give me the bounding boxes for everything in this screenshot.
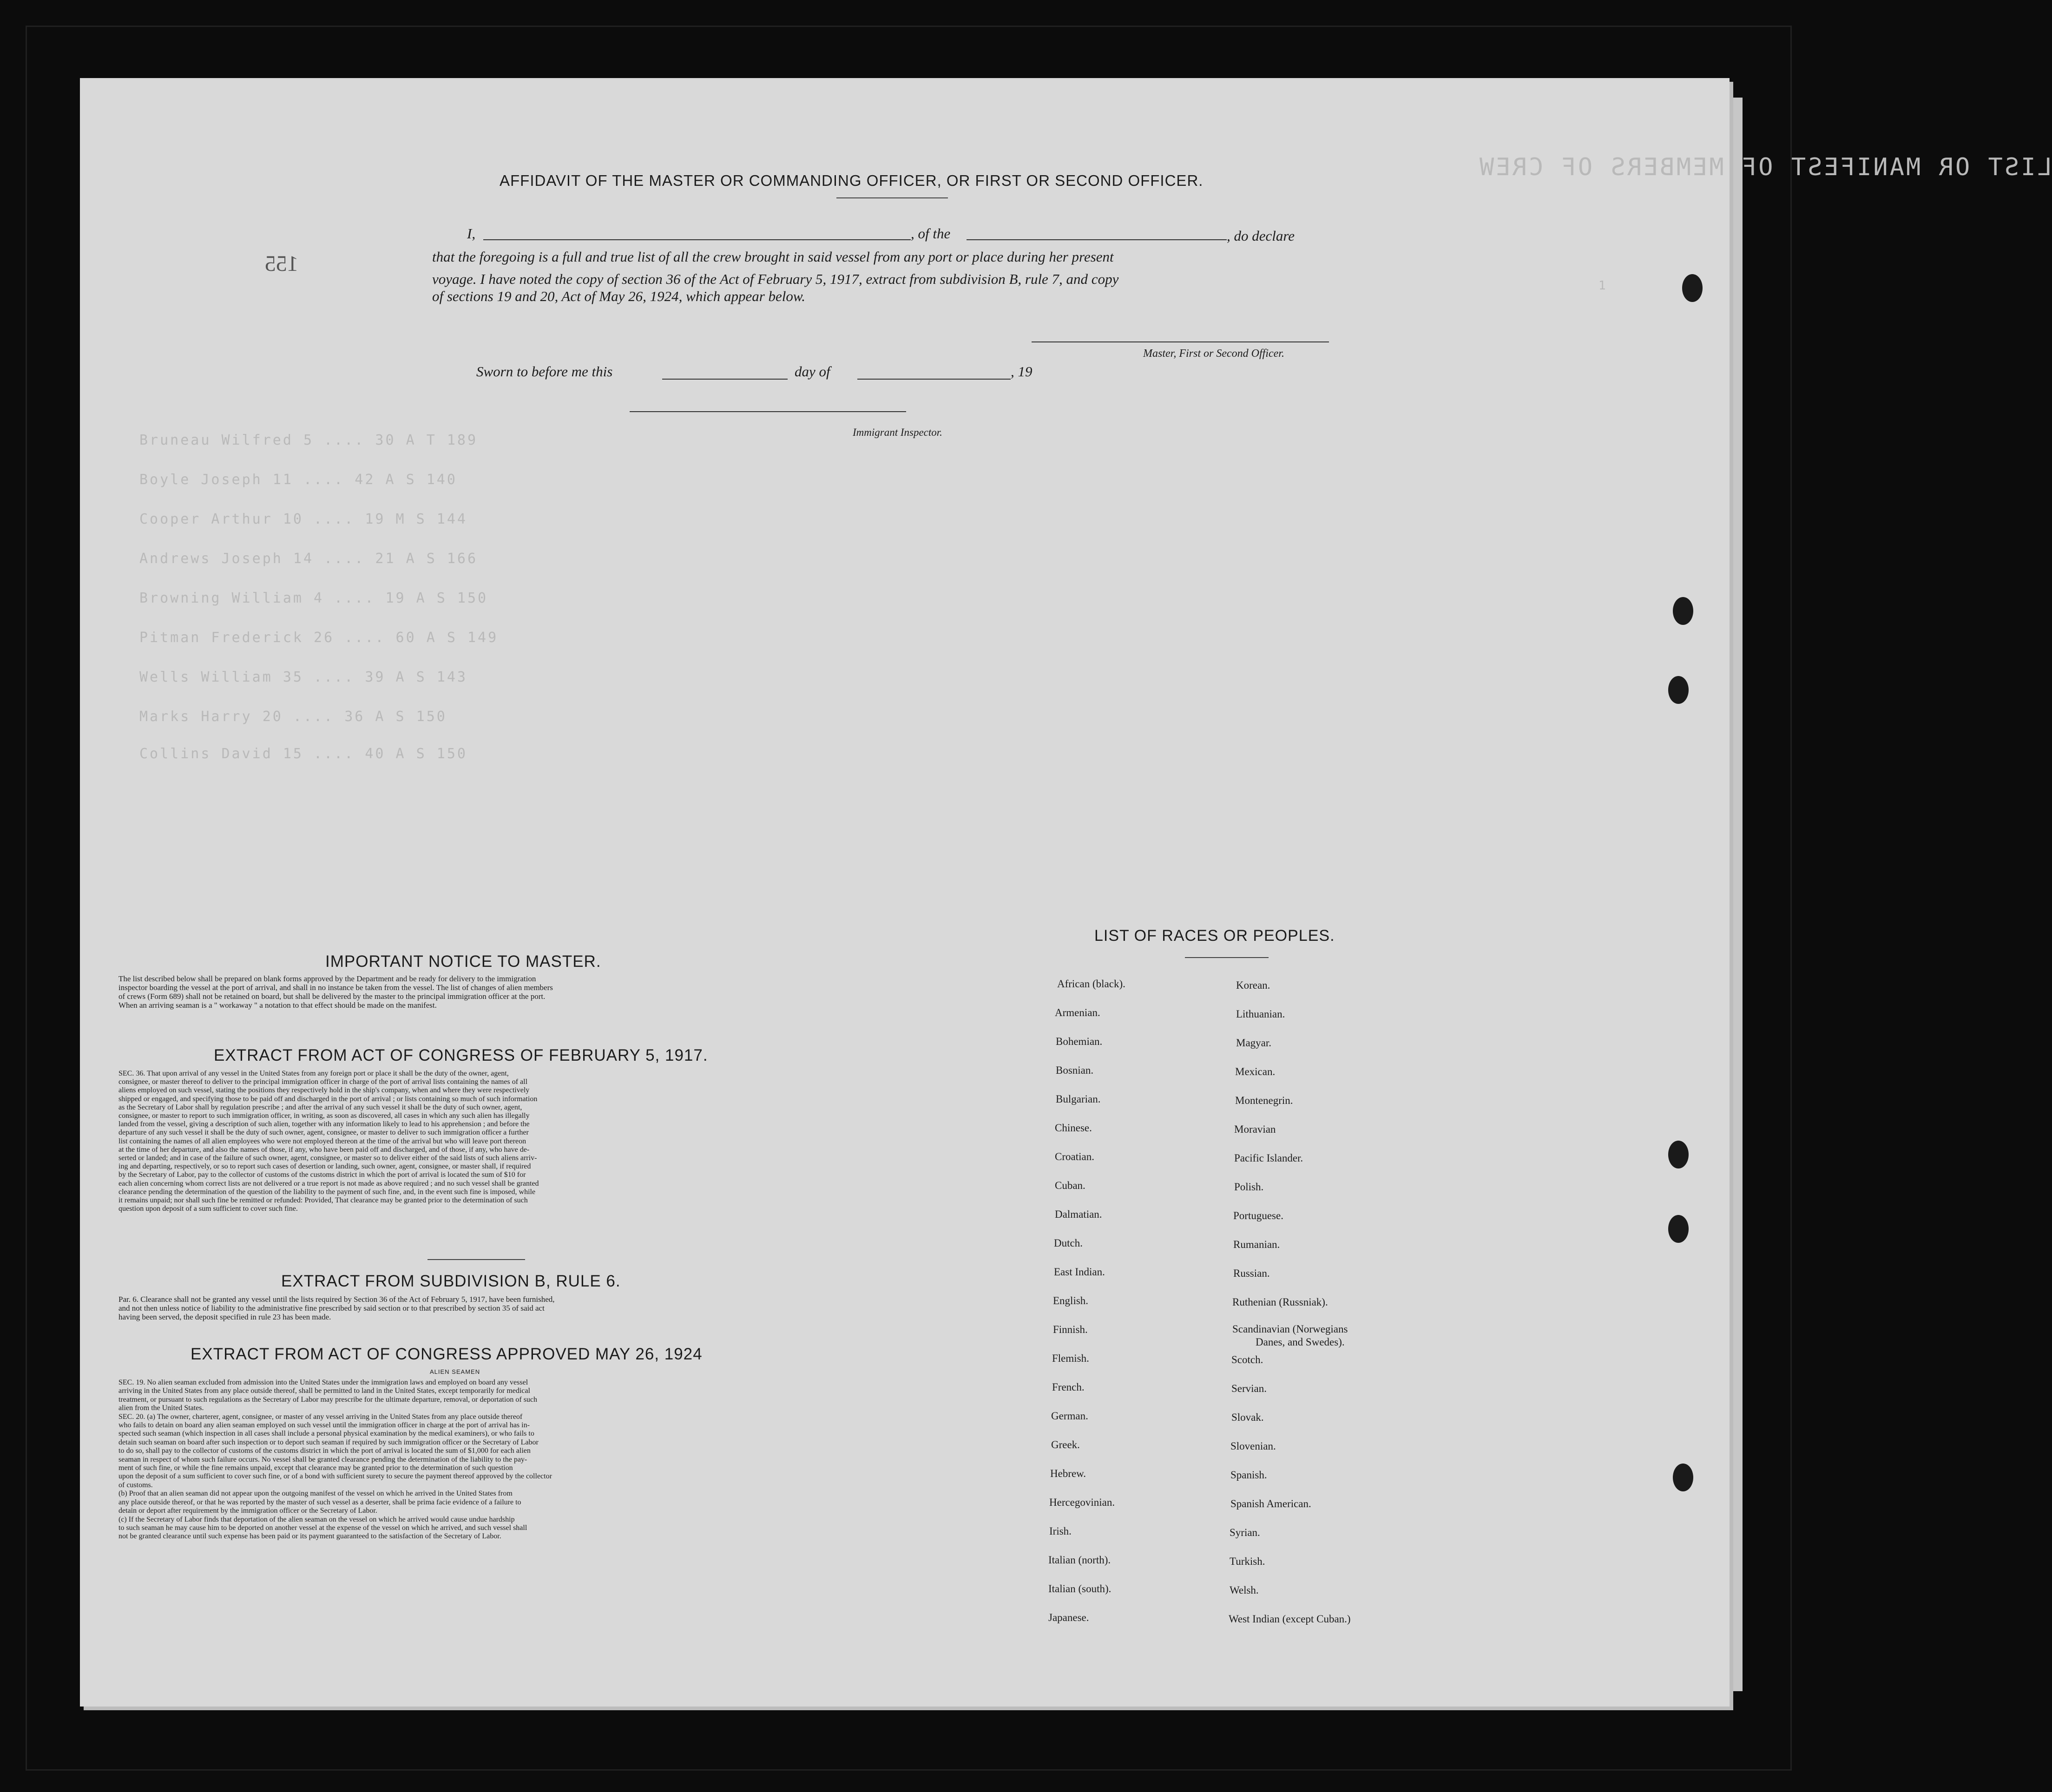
race-left-item: African (black).: [1057, 978, 1125, 990]
section-36-line: consignee, or master to report to such immigration officer, in writing, as soon as discovered, all cases in which any such alien has illegally: [118, 1112, 530, 1120]
bleed-through-row: Boyle Joseph 11 .... 42 A S 140: [139, 472, 457, 488]
bleed-through-row: Andrews Joseph 14 .... 21 A S 166: [139, 551, 478, 567]
extract-1917-title: EXTRACT FROM ACT OF CONGRESS OF FEBRUARY 5, 1917.: [214, 1046, 708, 1064]
statement-line-3: of sections 19 and 20, Act of May 26, 1924, which appear below.: [432, 288, 806, 304]
underlying-page-edge: [1730, 98, 1743, 1691]
notice-line: of crews (Form 689) shall not be retained on board, but shall be delivered by the master to the principal immigration officer at the port.: [118, 992, 546, 1001]
name-blank[interactable]: [483, 239, 911, 240]
race-left-item: Hercegovinian.: [1049, 1497, 1115, 1508]
race-right-item: Servian.: [1231, 1383, 1267, 1394]
bleed-through-margin: 1: [1598, 279, 1608, 293]
section-36-line: at the time of her departure, and also the names of those, if any, who have been paid off and discharged, and of those, if any, who have de-: [118, 1145, 530, 1154]
race-right-item: Mexican.: [1235, 1066, 1276, 1077]
race-left-item: Greek.: [1051, 1439, 1080, 1451]
day-of-label: day of: [795, 363, 830, 380]
race-left-item: Bosnian.: [1056, 1064, 1094, 1076]
notice-text: [118, 974, 827, 1010]
section-36-line: question upon deposit of a sum sufficient to cover such fine.: [118, 1205, 298, 1213]
race-left-item: Italian (south).: [1048, 1583, 1112, 1595]
title-rule: [836, 197, 948, 198]
notice-line: The list described below shall be prepared on blank forms approved by the Department and be ready for delivery to the immigration: [118, 974, 536, 983]
section-36-line: departure of any such vessel it shall be the duty of such owner, agent, consignee, or master to deliver to such immigration officer a further: [118, 1129, 529, 1137]
section-36-line: ing and departing, respectively, or so to report such cases of desertion or landing, such owner, agent, consignee, or master shall, if required: [118, 1162, 531, 1171]
section-19-20-line: upon the deposit of a sum sufficient to cover such fine, or of a bond with sufficient surety to secure the payment thereof approved by the collector: [118, 1472, 552, 1481]
race-left-item: Chinese.: [1055, 1122, 1092, 1134]
race-right-item: Russian.: [1233, 1267, 1270, 1279]
section-19-20-line: any place outside thereof, or that he was reported by the master of such vessel as a deserter, shall be prima facie evidence of a failure to: [118, 1498, 521, 1506]
section-36-line: serted or landed; and in case of the failure of such owner, agent, consignee, or master so to deliver either of the said lists of such aliens arriv-: [118, 1154, 537, 1162]
section-19-20-line: of customs.: [118, 1481, 153, 1489]
section-19-20-line: detain such seaman on board after such inspection or to deport such seaman if required by such immigration officer or the Secretary of Labor: [118, 1438, 539, 1446]
bleed-through-row: Wells William 35 .... 39 A S 143: [139, 669, 467, 685]
notice-line: When an arriving seaman is a " workaway " a notation to that effect should be made on the manifest.: [118, 1001, 437, 1010]
alien-seamen-subtitle: ALIEN SEAMEN: [430, 1368, 480, 1375]
section-19-20-line: to such seaman he may cause him to be deported on another vessel at the expense of the vessel on which he arrived, and such vessel shall: [118, 1523, 527, 1532]
punch-hole: [1673, 597, 1693, 625]
section-36-line: aliens employed on such vessel, stating the positions they respectively hold in the ship's company, when and where they were respectively: [118, 1086, 530, 1095]
race-left-item: Italian (north).: [1048, 1554, 1111, 1566]
statement-line-1: that the foregoing is a full and true list of all the crew brought in said vessel from any port or place during her present: [432, 249, 1114, 265]
section-36-line: shipped or engaged, and specifying those to be paid off and discharged in the port of arrival ; or lists containing so much of such information: [118, 1095, 538, 1103]
race-left-item: Finnish.: [1053, 1324, 1088, 1335]
race-left-item: Armenian.: [1055, 1007, 1100, 1018]
rule6-line: having been served, the deposit specified in rule 23 has been made.: [118, 1313, 331, 1321]
inspector-signature-line[interactable]: [630, 411, 906, 412]
race-right-item: Spanish.: [1230, 1469, 1267, 1481]
race-right-item: Syrian.: [1230, 1527, 1260, 1538]
races-title: LIST OF RACES OR PEOPLES.: [1094, 927, 1335, 945]
statement-line-2: voyage. I have noted the copy of section 36 of the Act of February 5, 1917, extract from subdivision B, rule 7, and copy: [432, 271, 1119, 287]
section-36-line: SEC. 36. That upon arrival of any vessel in the United States from any foreign port or place it shall be the duty of the owner, agent,: [118, 1070, 509, 1077]
race-right-item: Scandinavian (Norwegians: [1232, 1323, 1348, 1335]
race-left-item: Cuban.: [1055, 1180, 1085, 1191]
sworn-day-blank[interactable]: [662, 379, 788, 380]
race-right-item: Magyar.: [1236, 1037, 1272, 1049]
punch-hole: [1668, 676, 1689, 704]
sworn-label: Sworn to before me this: [476, 363, 613, 380]
rule6-line: Par. 6. Clearance shall not be granted any vessel until the lists required by Section 36 of the Act of February 5, 1917, have been furnished,: [118, 1295, 555, 1304]
bleed-through-row: Cooper Arthur 10 .... 19 M S 144: [139, 511, 467, 527]
race-right-item: Polish.: [1234, 1181, 1264, 1193]
punch-hole: [1682, 274, 1703, 302]
bleed-through-row: Pitman Frederick 26 .... 60 A S 149: [139, 630, 499, 646]
race-right-item: Pacific Islander.: [1234, 1152, 1303, 1164]
race-left-item: Bohemian.: [1056, 1036, 1103, 1047]
notice-line: inspector boarding the vessel at the port of arrival, and shall in no instance be taken from the vessel. The list of changes of alien members: [118, 983, 553, 992]
race-left-item: Flemish.: [1052, 1352, 1089, 1364]
stamp-number: 155: [265, 251, 298, 276]
race-left-item: English.: [1053, 1295, 1089, 1306]
race-right-item: Moravian: [1234, 1123, 1276, 1135]
section-19-20-line: to do so, shall pay to the collector of customs of the customs district in which the port of arrival is located the sum of $1,000 for each alien: [118, 1447, 531, 1455]
section-36-line: as the Secretary of Labor shall by regulation prescribe ; and after the arrival of any such vessel it shall be the duty of such owner, agent,: [118, 1103, 522, 1111]
section-19-20-line: (b) Proof that an alien seaman did not appear upon the outgoing manifest of the vessel on which he arrived in the United States from: [118, 1490, 513, 1498]
race-left-item: Croatian.: [1055, 1151, 1094, 1162]
extract-rule6-title: EXTRACT FROM SUBDIVISION B, RULE 6.: [281, 1272, 621, 1290]
bleed-through-row: Browning William 4 .... 19 A S 150: [139, 590, 488, 606]
bleed-through-row: Collins David 15 .... 40 A S 150: [139, 746, 467, 762]
race-right-item: Ruthenian (Russniak).: [1232, 1296, 1328, 1308]
punch-hole: [1668, 1215, 1689, 1243]
section-19-20-line: detain or deport after requirement by the immigration officer or the Secretary of Labor.: [118, 1507, 377, 1515]
section-19-20-line: spected such seaman (which inspection in all cases shall include a personal physical examination by the medical examiners), or who fails to: [118, 1430, 534, 1438]
master-signature-line[interactable]: [1032, 341, 1329, 342]
race-right-item: Spanish American.: [1230, 1498, 1311, 1510]
race-right-item: Slovak.: [1231, 1411, 1264, 1423]
section-36-line: each alien concerning whom correct lists are not delivered or a true report is not made as above required ; and no such vessel shall be granted: [118, 1179, 539, 1188]
do-declare-label: , do declare: [1227, 228, 1295, 244]
section-36-line: it remains unpaid; nor shall such fine be remitted or refunded: Provided, That clearance may be granted prior to the determination of such: [118, 1196, 528, 1205]
master-signature-label: Master, First or Second Officer.: [1143, 348, 1284, 360]
race-left-item: Bulgarian.: [1056, 1093, 1101, 1105]
punch-hole: [1673, 1464, 1693, 1491]
race-right-item: Scotch.: [1231, 1354, 1263, 1365]
year-label: , 19: [1011, 363, 1033, 380]
section-19-20-line: seaman in respect of whom such failure occurs. No vessel shall be granted clearance pending the determination of the liability to the pay-: [118, 1455, 527, 1464]
section-19-20-line: SEC. 19. No alien seaman excluded from admission into the United States under the immigration laws and employed on board any vessel: [118, 1378, 528, 1386]
vessel-blank[interactable]: [967, 239, 1227, 240]
bleed-through-title: LIST OR MANIFEST OF MEMBERS OF CREW: [1478, 153, 2052, 181]
section-36-line: consignee, or master thereof to deliver to the principal immigration officer in charge of the port of arrival lists containing the names of all: [118, 1078, 528, 1086]
race-left-item: Dutch.: [1054, 1237, 1083, 1249]
race-right-item: Welsh.: [1230, 1584, 1259, 1596]
of-the-label: , of the: [911, 225, 951, 242]
extract-1924-title: EXTRACT FROM ACT OF CONGRESS APPROVED MAY 26, 1924: [191, 1345, 703, 1363]
race-right-item: Korean.: [1236, 979, 1270, 991]
race-right-item-continued: Danes, and Swedes).: [1256, 1336, 1345, 1348]
section-19-20-line: (c) If the Secretary of Labor finds that deportation of the alien seaman on the vessel on which he arrived would cause undue hardship: [118, 1515, 515, 1523]
race-left-item: Hebrew.: [1050, 1468, 1086, 1479]
i-label: I,: [467, 225, 476, 242]
race-right-item: Slovenian.: [1230, 1440, 1276, 1452]
section-36-line: by the Secretary of Labor, pay to the collector of customs of the customs district in which the port of arrival is located the sum of $10 for: [118, 1171, 526, 1179]
races-rule: [1185, 957, 1269, 958]
section-19-20-line: alien from the United States.: [118, 1404, 204, 1412]
bleed-through-row: Marks Harry 20 .... 36 A S 150: [139, 709, 447, 725]
race-left-item: Japanese.: [1048, 1612, 1089, 1623]
punch-hole: [1668, 1141, 1689, 1168]
race-left-item: German.: [1051, 1410, 1088, 1422]
extract-1924-text: [118, 1378, 827, 1541]
rule6-line: and not then unless notice of liability to the administrative fine prescribed by said section or to that prescribed by section 35 of said act: [118, 1304, 545, 1313]
section-19-20-line: arriving in the United States from any place outside thereof, shall be permitted to land in the United States, except temporarily for medical: [118, 1387, 530, 1395]
bleed-through-row: Bruneau Wilfred 5 .... 30 A T 189: [139, 432, 478, 448]
extract-1917-text: [118, 1070, 827, 1213]
race-right-item: Montenegrin.: [1235, 1095, 1293, 1106]
sworn-month-blank[interactable]: [857, 379, 1011, 380]
section-19-20-line: ment of such fine, or while the fine remains unpaid, except that clearance may be granted prior to the determination of such question: [118, 1464, 513, 1472]
inspector-label: Immigrant Inspector.: [853, 427, 942, 438]
section-36-line: landed from the vessel, giving a description of such alien, together with any information likely to lead to his apprehension ; and before the: [118, 1120, 530, 1129]
race-left-item: East Indian.: [1054, 1266, 1105, 1278]
race-right-item: West Indian (except Cuban.): [1229, 1613, 1351, 1625]
race-left-item: Irish.: [1049, 1525, 1072, 1537]
section-19-20-line: not be granted clearance until such expense has been paid or its payment guaranteed to the satisfaction of the Secretary of Labor.: [118, 1532, 501, 1541]
section-rule: [428, 1259, 525, 1260]
race-right-item: Portuguese.: [1233, 1210, 1283, 1221]
section-36-line: clearance pending the determination of the question of the liability to the payment of such fine, and, in the event such fine is imposed, while: [118, 1188, 536, 1196]
section-19-20-line: SEC. 20. (a) The owner, charterer, agent, consignee, or master of any vessel arriving in the United States from any place outside thereof: [118, 1412, 523, 1421]
race-left-item: Dalmatian.: [1055, 1208, 1102, 1220]
notice-title: IMPORTANT NOTICE TO MASTER.: [325, 952, 601, 971]
section-19-20-line: treatment, or pursuant to such regulations as the Secretary of Labor may prescribe for the ultimate departure, removal, or deportation of such: [118, 1395, 538, 1404]
affidavit-title: AFFIDAVIT OF THE MASTER OR COMMANDING OFFICER, OR FIRST OR SECOND OFFICER.: [500, 172, 1204, 189]
race-right-item: Rumanian.: [1233, 1239, 1280, 1250]
section-19-20-line: who fails to detain on board any alien seaman employed on such vessel until the immigration officer in charge at the port of arrival has in-: [118, 1421, 530, 1430]
section-36-line: list containing the names of all alien employees who were not employed thereon at the time of the arrival but who will leave port thereon: [118, 1137, 526, 1145]
race-right-item: Turkish.: [1230, 1556, 1265, 1567]
race-left-item: French.: [1052, 1381, 1085, 1393]
race-right-item: Lithuanian.: [1236, 1008, 1285, 1020]
extract-rule6-text: [118, 1295, 827, 1321]
